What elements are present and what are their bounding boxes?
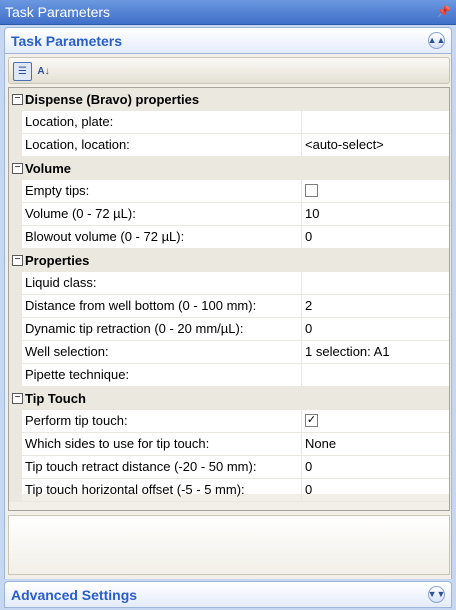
task-parameters-panel (4, 54, 452, 579)
category-row[interactable] (9, 157, 449, 180)
property-row[interactable] (9, 134, 449, 157)
task-pane (0, 25, 456, 610)
row-margin (9, 479, 22, 502)
property-name: Pipette technique: (22, 364, 302, 387)
category-label: Dispense (Bravo) properties (25, 92, 200, 107)
property-name: Blowout volume (0 - 72 µL): (22, 226, 302, 249)
collapse-minus-icon[interactable]: − (12, 393, 23, 404)
collapse-minus-icon[interactable]: − (12, 94, 23, 105)
property-name: Liquid class: (22, 272, 302, 295)
property-value[interactable]: 10 (302, 203, 449, 226)
property-value[interactable]: 0 (302, 456, 449, 479)
property-value[interactable]: 2 (302, 295, 449, 318)
task-parameters-title: Task Parameters (11, 32, 123, 49)
collapse-minus-icon[interactable]: − (12, 163, 23, 174)
row-margin (9, 226, 22, 249)
property-row[interactable] (9, 456, 449, 479)
row-margin (9, 203, 22, 226)
property-row[interactable] (9, 180, 449, 203)
property-grid (8, 87, 450, 511)
row-margin (9, 111, 22, 134)
row-margin (9, 364, 22, 387)
property-name: Well selection: (22, 341, 302, 364)
window-titlebar (0, 0, 456, 25)
property-row[interactable] (9, 364, 449, 387)
category-label: Tip Touch (25, 391, 86, 406)
property-value[interactable] (302, 111, 449, 134)
property-value[interactable]: None (302, 433, 449, 456)
property-name: Which sides to use for tip touch: (22, 433, 302, 456)
property-value[interactable] (302, 410, 449, 433)
property-row[interactable] (9, 295, 449, 318)
row-margin (9, 318, 22, 341)
property-row[interactable] (9, 410, 449, 433)
checkbox-checked[interactable]: ✓ (306, 414, 317, 426)
window-title: Task Parameters (5, 4, 111, 20)
category-row[interactable] (9, 249, 449, 272)
property-name: Volume (0 - 72 µL): (22, 203, 302, 226)
collapse-chevron-icon[interactable]: ▲▲ (428, 32, 445, 49)
property-name: Location, location: (22, 134, 302, 157)
task-parameters-header[interactable] (4, 27, 452, 54)
category-row[interactable] (9, 88, 449, 111)
row-margin (9, 295, 22, 318)
property-value[interactable]: 0 (302, 479, 449, 502)
property-name: Dynamic tip retraction (0 - 20 mm/µL): (22, 318, 302, 341)
property-row[interactable] (9, 272, 449, 295)
row-margin (9, 433, 22, 456)
property-value[interactable]: 0 (302, 226, 449, 249)
category-row[interactable] (9, 387, 449, 410)
row-margin (9, 134, 22, 157)
advanced-settings-header[interactable] (4, 581, 452, 608)
property-value[interactable]: 1 selection: A1 (302, 341, 449, 364)
checkbox-unchecked[interactable] (305, 184, 318, 197)
category-label: Properties (25, 253, 90, 268)
property-row[interactable] (9, 341, 449, 364)
row-margin (9, 456, 22, 479)
property-name: Distance from well bottom (0 - 100 mm): (22, 295, 302, 318)
property-row[interactable] (9, 203, 449, 226)
pin-icon[interactable]: 📌 (437, 6, 451, 18)
row-margin (9, 272, 22, 295)
collapse-minus-icon[interactable]: − (12, 255, 23, 266)
row-margin (9, 180, 22, 203)
sort-az-icon[interactable]: A↓ (37, 65, 50, 77)
property-row[interactable] (9, 318, 449, 341)
property-value[interactable]: 0 (302, 318, 449, 341)
property-name: Empty tips: (22, 180, 302, 203)
row-margin (9, 341, 22, 364)
property-grid-toolbar (8, 57, 450, 84)
advanced-settings-title: Advanced Settings (11, 586, 138, 603)
property-value[interactable] (302, 180, 449, 203)
property-description-pane (8, 515, 450, 575)
property-name: Location, plate: (22, 111, 302, 134)
property-name: Tip touch horizontal offset (-5 - 5 mm): (22, 479, 302, 502)
category-label: Volume (25, 161, 71, 176)
property-row[interactable] (9, 226, 449, 249)
property-value[interactable]: <auto-select> (302, 134, 449, 157)
categorized-view-icon[interactable]: ☰ (13, 62, 32, 81)
property-row[interactable] (9, 433, 449, 456)
property-row[interactable] (9, 111, 449, 134)
property-value[interactable] (302, 272, 449, 295)
expand-chevron-icon[interactable]: ▼▼ (428, 586, 445, 603)
row-margin (9, 410, 22, 433)
property-name: Tip touch retract distance (-20 - 50 mm): (22, 456, 302, 479)
property-name: Perform tip touch: (22, 410, 302, 433)
property-row[interactable] (9, 479, 449, 502)
property-value[interactable] (302, 364, 449, 387)
